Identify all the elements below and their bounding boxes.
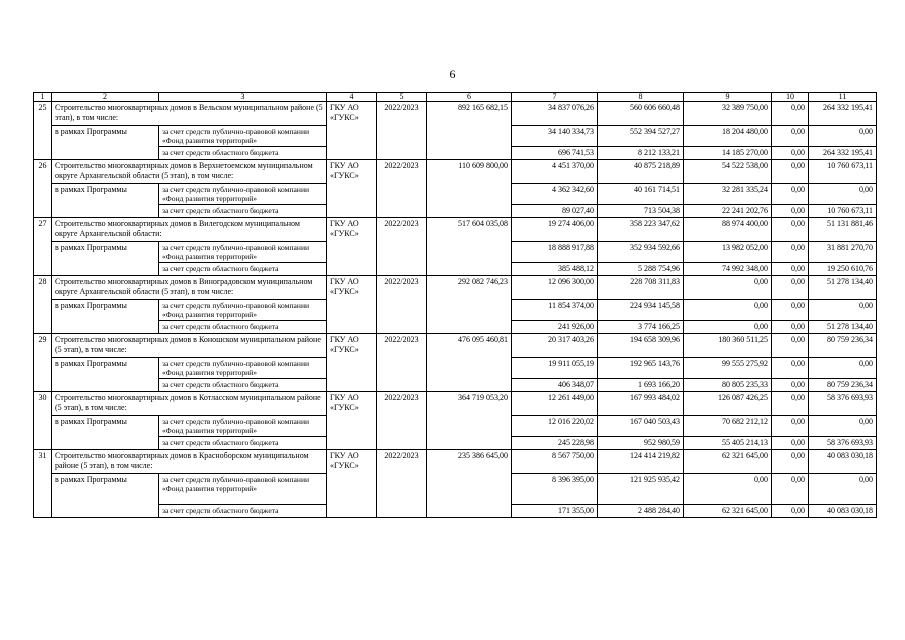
project-name: Строительство многоквартирных домов в Верхнетоемском муниципальном округе Архангельской области (5 этап), в том числе:	[52, 160, 327, 184]
row-number: 25	[34, 102, 52, 160]
project-name: Строительство многоквартирных домов в Вилегодском муниципальном округе Архангельской области:	[52, 218, 327, 242]
fund-value-cell: 8 396 395,00	[512, 474, 598, 505]
regional-value-cell: 14 185 270,00	[684, 147, 772, 160]
value-cell: 0,00	[772, 392, 809, 416]
fund-value-cell: 12 016 220,02	[512, 416, 598, 437]
program-label: в рамках Программы	[52, 358, 159, 392]
header-cell: 6	[427, 93, 512, 102]
fund-source-label: за счет средств публично-правовой компании «Фонд развития территорий»	[159, 474, 327, 505]
regional-value-cell: 0,00	[772, 263, 809, 276]
regional-source-label: за счет средств областного бюджета	[159, 379, 327, 392]
regional-value-cell: 80 805 235,33	[684, 379, 772, 392]
regional-value-cell: 0,00	[772, 437, 809, 450]
page-number: 6	[449, 67, 456, 81]
row-number: 26	[34, 160, 52, 218]
header-row	[34, 93, 877, 102]
value-cell: 0,00	[772, 276, 809, 300]
fund-value-cell: 18 888 917,88	[512, 242, 598, 263]
regional-value-cell: 696 741,53	[512, 147, 598, 160]
fund-value-cell: 0,00	[809, 358, 877, 379]
organization: ГКУ АО «ГУКС»	[327, 450, 377, 518]
regional-value-cell: 385 488,12	[512, 263, 598, 276]
value-cell: 126 087 426,25	[684, 392, 772, 416]
organization: ГКУ АО «ГУКС»	[327, 102, 377, 160]
value-cell: 12 261 449,00	[512, 392, 598, 416]
value-cell: 560 606 660,48	[598, 102, 684, 126]
fund-value-cell: 0,00	[772, 184, 809, 205]
value-cell: 124 414 219,82	[598, 450, 684, 474]
value-cell: 88 974 400,00	[684, 218, 772, 242]
organization: ГКУ АО «ГУКС»	[327, 218, 377, 276]
fund-value-cell: 4 362 342,60	[512, 184, 598, 205]
regional-value-cell: 406 348,07	[512, 379, 598, 392]
value-cell: 0,00	[772, 450, 809, 474]
regional-value-cell: 713 504,38	[598, 205, 684, 218]
organization: ГКУ АО «ГУКС»	[327, 276, 377, 334]
header-cell: 11	[809, 93, 877, 102]
years: 2022/2023	[377, 160, 427, 218]
value-cell: 51 131 881,46	[809, 218, 877, 242]
regional-value-cell: 171 355,00	[512, 505, 598, 518]
value-cell: 180 360 511,25	[684, 334, 772, 358]
project-name: Строительство многоквартирных домов в Вельском муниципальном районе (5 этап), в том числе:	[52, 102, 327, 126]
regional-value-cell: 40 083 030,18	[809, 505, 877, 518]
value-cell: 58 376 693,93	[809, 392, 877, 416]
regional-value-cell: 245 228,98	[512, 437, 598, 450]
table-row	[34, 450, 877, 474]
fund-value-cell: 0,00	[772, 474, 809, 505]
regional-value-cell: 241 926,00	[512, 321, 598, 334]
regional-source-label: за счет средств областного бюджета	[159, 505, 327, 518]
fund-value-cell: 0,00	[772, 242, 809, 263]
value-cell: 264 332 195,41	[809, 102, 877, 126]
header-cell: 3	[159, 93, 327, 102]
row-number: 29	[34, 334, 52, 392]
value-cell: 51 278 134,40	[809, 276, 877, 300]
fund-source-label: за счет средств публично-правовой компании «Фонд развития территорий»	[159, 358, 327, 379]
fund-value-cell: 0,00	[809, 184, 877, 205]
row-number: 31	[34, 450, 52, 518]
fund-value-cell: 0,00	[809, 300, 877, 321]
program-label: в рамках Программы	[52, 416, 159, 450]
total-cost: 892 165 682,15	[427, 102, 512, 160]
regional-source-label: за счет средств областного бюджета	[159, 437, 327, 450]
regional-value-cell: 8 212 133,21	[598, 147, 684, 160]
value-cell: 40 083 030,18	[809, 450, 877, 474]
regional-value-cell: 89 027,40	[512, 205, 598, 218]
project-name: Строительство многоквартирных домов в Коношском муниципальном районе (5 этап), в том числе:	[52, 334, 327, 358]
fund-value-cell: 32 281 335,24	[684, 184, 772, 205]
program-label: в рамках Программы	[52, 184, 159, 218]
years: 2022/2023	[377, 392, 427, 450]
value-cell: 358 223 347,62	[598, 218, 684, 242]
fund-value-cell: 0,00	[809, 416, 877, 437]
row-number: 28	[34, 276, 52, 334]
total-cost: 110 609 800,00	[427, 160, 512, 218]
total-cost: 235 386 645,00	[427, 450, 512, 518]
value-cell: 34 837 076,26	[512, 102, 598, 126]
regional-source-label: за счет средств областного бюджета	[159, 263, 327, 276]
fund-value-cell: 11 854 374,00	[512, 300, 598, 321]
fund-value-cell: 34 140 334,73	[512, 126, 598, 147]
program-label: в рамках Программы	[52, 474, 159, 518]
regional-source-label: за счет средств областного бюджета	[159, 205, 327, 218]
project-name: Строительство многоквартирных домов в Красноборском муниципальном районе (5 этап), в том числе:	[52, 450, 327, 474]
regional-value-cell: 952 980,59	[598, 437, 684, 450]
regional-value-cell: 0,00	[772, 147, 809, 160]
fund-value-cell: 167 040 503,43	[598, 416, 684, 437]
fund-value-cell: 0,00	[772, 300, 809, 321]
fund-value-cell: 0,00	[809, 474, 877, 505]
header-cell: 4	[327, 93, 377, 102]
fund-value-cell: 121 925 935,42	[598, 474, 684, 505]
regional-value-cell: 0,00	[772, 321, 809, 334]
regional-source-label: за счет средств областного бюджета	[159, 321, 327, 334]
fund-value-cell: 0,00	[772, 358, 809, 379]
regional-value-cell: 51 278 134,40	[809, 321, 877, 334]
fund-value-cell: 40 161 714,51	[598, 184, 684, 205]
value-cell: 20 317 403,26	[512, 334, 598, 358]
header-cell: 2	[52, 93, 159, 102]
years: 2022/2023	[377, 450, 427, 518]
regional-value-cell: 58 376 693,93	[809, 437, 877, 450]
total-cost: 476 095 460,81	[427, 334, 512, 392]
regional-value-cell: 2 488 284,40	[598, 505, 684, 518]
table-row	[34, 218, 877, 242]
value-cell: 54 522 538,00	[684, 160, 772, 184]
fund-value-cell: 0,00	[772, 126, 809, 147]
regional-value-cell: 10 760 673,11	[809, 205, 877, 218]
fund-source-label: за счет средств публично-правовой компании «Фонд развития территорий»	[159, 242, 327, 263]
years: 2022/2023	[377, 102, 427, 160]
regional-value-cell: 264 332 195,41	[809, 147, 877, 160]
fund-value-cell: 552 394 527,27	[598, 126, 684, 147]
header-cell: 1	[34, 93, 52, 102]
fund-value-cell: 13 982 052,00	[684, 242, 772, 263]
project-name: Строительство многоквартирных домов в Котласском муниципальном районе (5 этап), в том числе:	[52, 392, 327, 416]
regional-value-cell: 0,00	[772, 205, 809, 218]
fund-value-cell: 18 204 480,00	[684, 126, 772, 147]
value-cell: 8 567 750,00	[512, 450, 598, 474]
value-cell: 0,00	[772, 334, 809, 358]
regional-value-cell: 0,00	[772, 505, 809, 518]
header-cell: 9	[684, 93, 772, 102]
fund-value-cell: 99 555 275,92	[684, 358, 772, 379]
value-cell: 32 389 750,00	[684, 102, 772, 126]
regional-value-cell: 0,00	[684, 321, 772, 334]
value-cell: 4 451 370,00	[512, 160, 598, 184]
fund-source-label: за счет средств публично-правовой компании «Фонд развития территорий»	[159, 416, 327, 437]
table-row	[34, 276, 877, 300]
fund-value-cell: 0,00	[684, 474, 772, 505]
fund-value-cell: 352 934 592,66	[598, 242, 684, 263]
regional-value-cell: 0,00	[772, 379, 809, 392]
row-number: 27	[34, 218, 52, 276]
fund-value-cell: 192 965 143,76	[598, 358, 684, 379]
organization: ГКУ АО «ГУКС»	[327, 392, 377, 450]
value-cell: 10 760 673,11	[809, 160, 877, 184]
fund-value-cell: 70 682 212,12	[684, 416, 772, 437]
program-label: в рамках Программы	[52, 126, 159, 160]
project-name: Строительство многоквартирных домов в Виноградовском муниципальном округе Архангельской области (5 этап), в том числе:	[52, 276, 327, 300]
years: 2022/2023	[377, 334, 427, 392]
total-cost: 517 604 035,08	[427, 218, 512, 276]
value-cell: 40 875 218,89	[598, 160, 684, 184]
program-label: в рамках Программы	[52, 242, 159, 276]
regional-value-cell: 1 693 166,20	[598, 379, 684, 392]
value-cell: 12 096 300,00	[512, 276, 598, 300]
fund-source-label: за счет средств публично-правовой компании «Фонд развития территорий»	[159, 300, 327, 321]
regional-value-cell: 19 250 610,76	[809, 263, 877, 276]
fund-value-cell: 0,00	[772, 416, 809, 437]
organization: ГКУ АО «ГУКС»	[327, 334, 377, 392]
organization: ГКУ АО «ГУКС»	[327, 160, 377, 218]
table-row	[34, 392, 877, 416]
table-row	[34, 334, 877, 358]
regional-value-cell: 5 288 754,96	[598, 263, 684, 276]
header-cell: 5	[377, 93, 427, 102]
regional-value-cell: 3 774 166,25	[598, 321, 684, 334]
value-cell: 0,00	[772, 102, 809, 126]
regional-source-label: за счет средств областного бюджета	[159, 147, 327, 160]
fund-value-cell: 31 881 270,70	[809, 242, 877, 263]
fund-source-label: за счет средств публично-правовой компании «Фонд развития территорий»	[159, 126, 327, 147]
table-row	[34, 102, 877, 126]
fund-value-cell: 224 934 145,58	[598, 300, 684, 321]
regional-value-cell: 74 992 348,00	[684, 263, 772, 276]
value-cell: 19 274 406,00	[512, 218, 598, 242]
fund-value-cell: 0,00	[684, 300, 772, 321]
value-cell: 167 993 484,02	[598, 392, 684, 416]
fund-value-cell: 0,00	[809, 126, 877, 147]
regional-value-cell: 80 759 236,34	[809, 379, 877, 392]
value-cell: 0,00	[772, 218, 809, 242]
years: 2022/2023	[377, 276, 427, 334]
budget-table	[33, 92, 877, 518]
regional-value-cell: 22 241 202,76	[684, 205, 772, 218]
total-cost: 292 082 746,23	[427, 276, 512, 334]
fund-value-cell: 19 911 055,19	[512, 358, 598, 379]
fund-source-label: за счет средств публично-правовой компании «Фонд развития территорий»	[159, 184, 327, 205]
value-cell: 62 321 645,00	[684, 450, 772, 474]
header-cell: 10	[772, 93, 809, 102]
years: 2022/2023	[377, 218, 427, 276]
value-cell: 194 658 309,96	[598, 334, 684, 358]
value-cell: 0,00	[772, 160, 809, 184]
value-cell: 0,00	[684, 276, 772, 300]
value-cell: 80 759 236,34	[809, 334, 877, 358]
value-cell: 228 708 311,83	[598, 276, 684, 300]
total-cost: 364 719 053,20	[427, 392, 512, 450]
regional-value-cell: 62 321 645,00	[684, 505, 772, 518]
header-cell: 7	[512, 93, 598, 102]
program-label: в рамках Программы	[52, 300, 159, 334]
table-row	[34, 160, 877, 184]
regional-value-cell: 55 405 214,13	[684, 437, 772, 450]
header-cell: 8	[598, 93, 684, 102]
row-number: 30	[34, 392, 52, 450]
